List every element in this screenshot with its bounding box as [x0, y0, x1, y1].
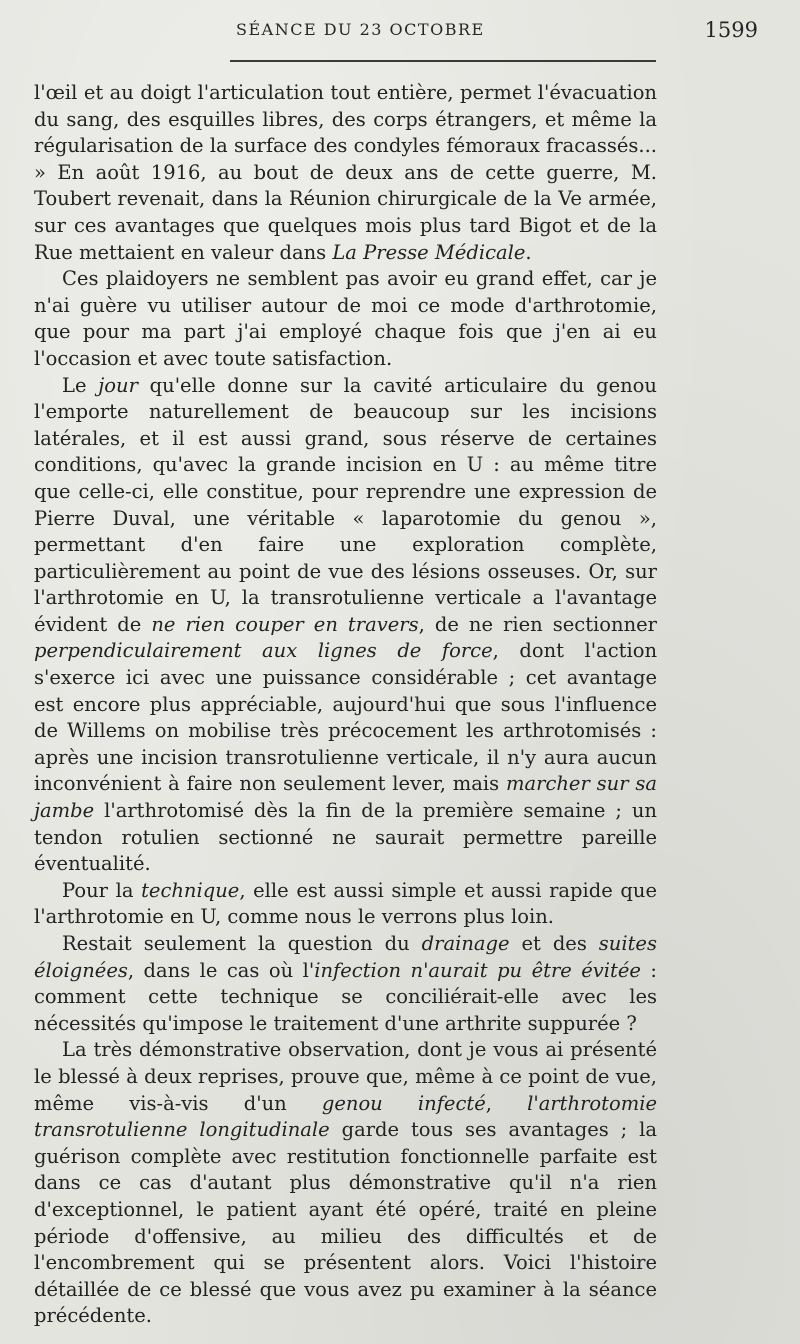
italic-run: infection n'aurait pu être évitée	[314, 958, 641, 982]
paragraph	[34, 878, 657, 931]
paragraph	[34, 80, 657, 266]
text-run: , de ne rien sectionner	[418, 612, 657, 636]
italic-run: La Presse Médicale	[332, 240, 526, 264]
text-run: garde tous ses avantages ; la guérison complète avec restitution fonctionnelle parfaite est dans ce cas d'autant plus démonstrative qu'il n'a rien d'exceptionnel, le patient ayant été opéré, traité en pleine période d'offensive, au milieu des difficultés et de l'encombrement qui se présentent alors. Voici l'histoire détaillée de ce blessé que vous avez pu examiner à la séance précédente.	[34, 1118, 658, 1328]
italic-run: genou infecté	[321, 1091, 486, 1115]
text-run: l'arthrotomisé dès la fin de la première semaine ; un tendon rotulien sectionné ne saurait permettre pareille éventualité.	[34, 799, 657, 876]
italic-run: marcher sur sa jambe	[34, 772, 658, 823]
text-run: , dont l'action s'exerce ici avec une puissance considérable ; cet avantage est encore plus appréciable, aujourd'hui que sous l'influence de Willems on mobilise très précocement les arthrotomisés : après une incision transrotulienne verticale, il n'y aura aucun inconvénient à faire non seulement lever, mais	[34, 639, 658, 796]
italic-run: drainage	[421, 932, 510, 955]
running-head	[0, 18, 800, 48]
italic-run: ne rien couper en travers	[151, 612, 419, 636]
body-text	[34, 80, 657, 1330]
header-rule	[230, 60, 656, 62]
text-run: : comment cette technique se conciliérait-elle avec les nécessités qu'impose le traitement d'une arthrite suppurée ?	[34, 958, 657, 1035]
paragraph	[34, 931, 657, 1037]
text-run: qu'elle donne sur la cavité articulaire du genou l'emporte naturellement de beaucoup sur les incisions latérales, et il est aussi grand, sous réserve de certaines conditions, qu'avec la grande incision en U : au même titre que celle-ci, elle constitue, pour reprendre une expression de Pierre Duval, une véritable « laparotomie du genou », permettant d'en faire une exploration complète, particulièrement au point de vue des lésions osseuses. Or, sur l'arthrotomie en U, la transrotulienne verticale a l'avantage évident de	[34, 373, 657, 636]
italic-run: suites éloignées	[34, 932, 657, 982]
paragraph	[34, 1037, 657, 1330]
text-run: Le	[62, 373, 99, 397]
text-run: l'œil et au doigt l'articulation tout entière, permet l'évacuation du sang, des esquilles libres, des corps étrangers, et même la régularisation de la surface des condyles fémoraux fracassés... » En août 1916, au bout de deux ans de cette guerre, M. Toubert revenait, dans la Réunion chirurgicale de la Ve armée, sur ces avantages que quelques mois plus tard Bigot et de la Rue mettaient en valeur dans	[34, 81, 657, 264]
text-run: Restait seulement la question du	[62, 932, 422, 955]
italic-run: jour	[98, 373, 138, 397]
italic-run: perpendiculairement aux lignes de force	[34, 639, 493, 663]
page-number: 1599	[704, 18, 758, 42]
paragraph	[34, 266, 657, 372]
text-run: Pour la	[62, 878, 142, 902]
italic-run: technique	[141, 878, 240, 902]
text-run: et des	[509, 932, 599, 955]
running-title: SÉANCE DU 23 OCTOBRE	[236, 20, 485, 39]
italic-run: l'arthrotomie transrotulienne longitudinale	[34, 1091, 657, 1142]
text-run: , dans le cas où l'	[127, 958, 315, 982]
paragraph	[34, 373, 657, 878]
text-run: La très démonstrative observation, dont je vous ai présenté le blessé à deux reprises, prouve que, même à ce point de vue, même vis-à-vis d'un	[34, 1038, 657, 1115]
text-run: ,	[485, 1091, 528, 1115]
text-run: , elle est aussi simple et aussi rapide que l'arthrotomie en U, comme nous le verrons plus loin.	[34, 878, 657, 929]
text-run: Ces plaidoyers ne semblent pas avoir eu grand effet, car je n'ai guère vu utiliser autour de moi ce mode d'arthrotomie, que pour ma part j'ai employé chaque fois que j'en ai eu l'occasion et avec toute satisfaction.	[34, 267, 657, 370]
text-run: .	[525, 240, 532, 264]
